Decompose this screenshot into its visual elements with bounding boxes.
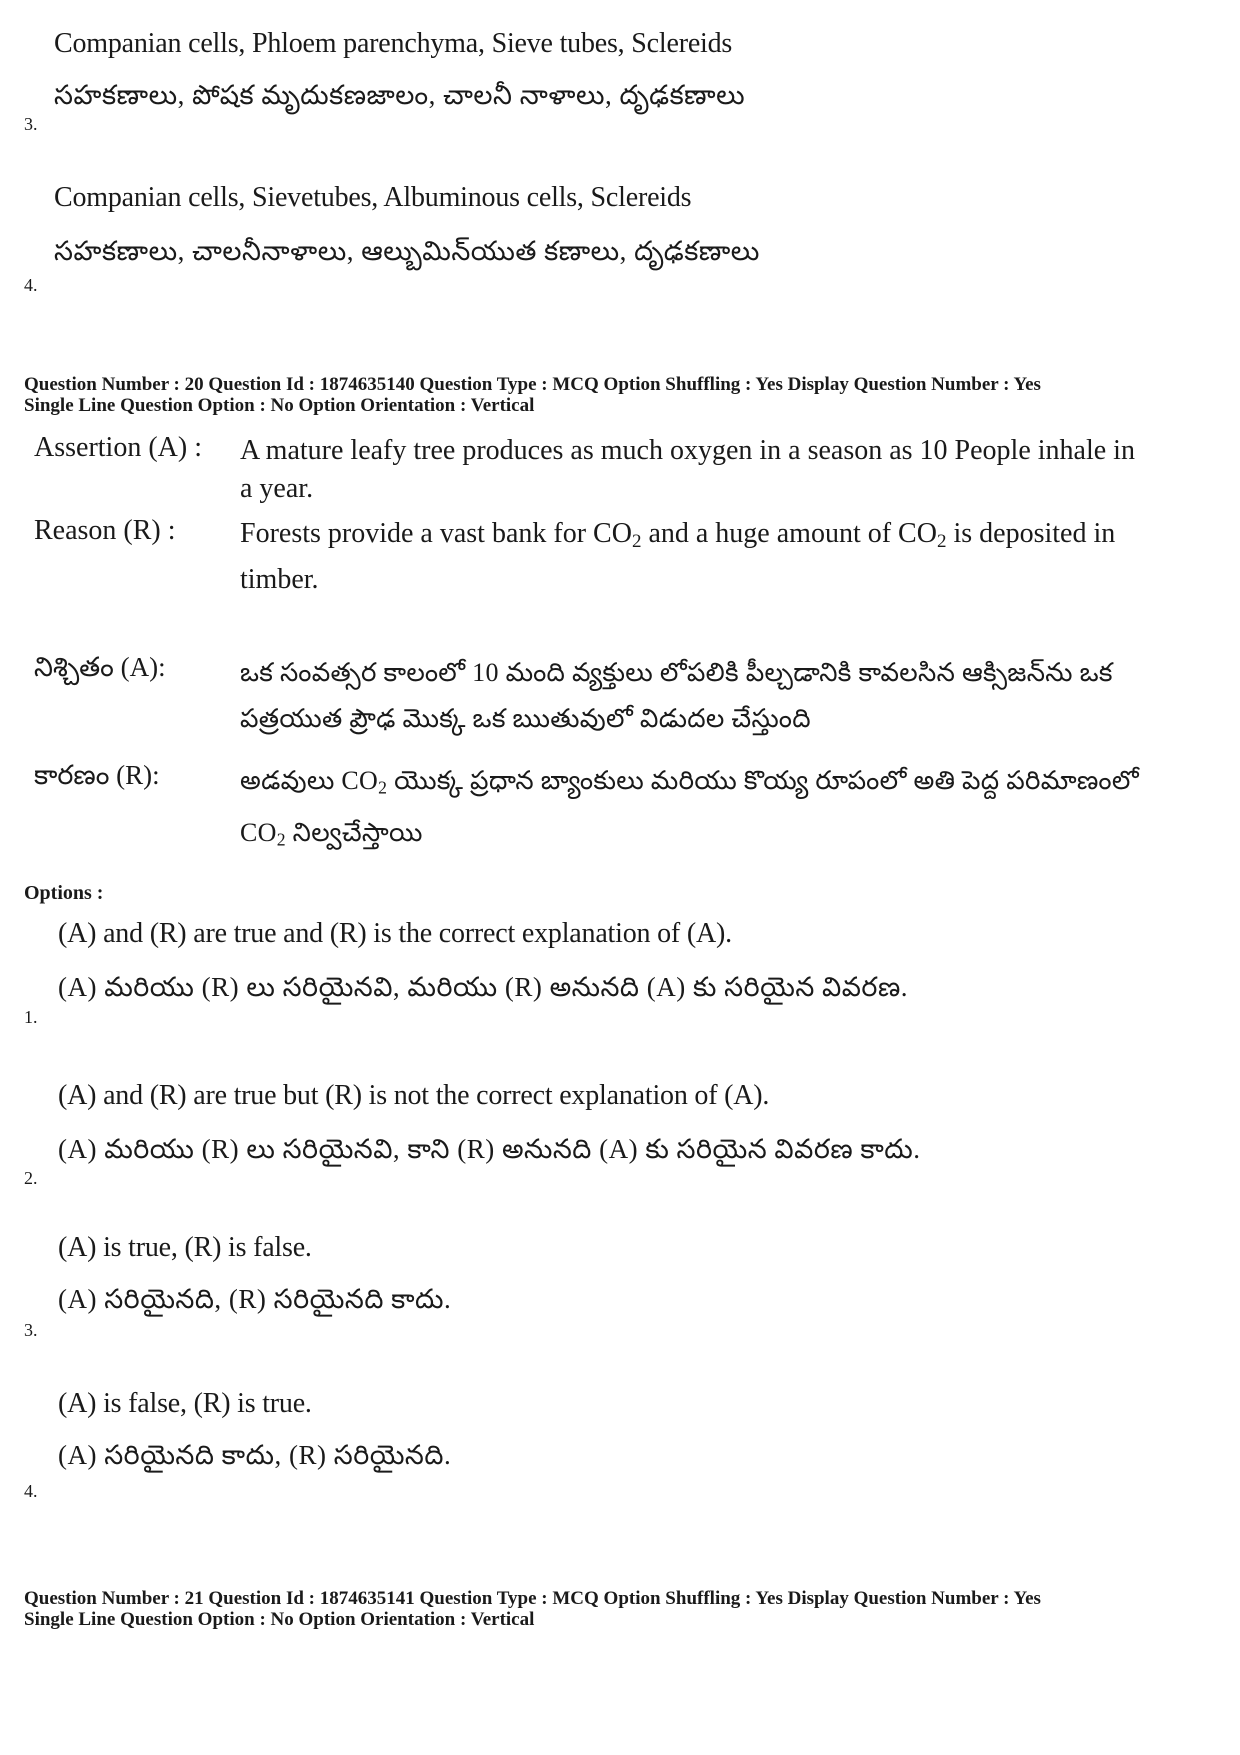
- option-4-english: (A) is false, (R) is true.: [58, 1388, 312, 1419]
- telugu-reason-text: అడవులు $CO_2$ యొక్క ప్రధాన బ్యాంకులు మరియు కొయ్య రూపంలో అతి పెద్ద పరిమాణంలో $CO_2$ నిల్వచేస్తాయి: [240, 766, 1139, 850]
- option-3-number: 3.: [24, 1320, 38, 1340]
- option-3-english: (A) is true, (R) is false.: [58, 1232, 312, 1263]
- question-20-meta-line2: Single Line Question Option : No Option Orientation : Vertical: [24, 395, 535, 416]
- question-21-meta-line2: Single Line Question Option : No Option Orientation : Vertical: [24, 1609, 535, 1630]
- prev-option-4-telugu: సహకణాలు, చాలనీనాళాలు, ఆల్బుమిన్‌యుత కణాలు, దృఢకణాలు: [54, 236, 760, 266]
- option-2-telugu: (A) మరియు (R) లు సరియైనవి, కాని (R) అనునది (A) కు సరియైన వివరణ కాదు.: [58, 1134, 921, 1164]
- prev-option-3-telugu: సహకణాలు, పోషక మృదుకణజాలం, చాలనీ నాళాలు, దృఢకణాలు: [54, 80, 746, 110]
- assertion-label: Assertion (A) :: [34, 432, 202, 463]
- option-1-english: (A) and (R) are true and (R) is the correct explanation of (A).: [58, 918, 732, 949]
- reason-label: Reason (R) :: [34, 515, 176, 546]
- prev-option-3-english: Companian cells, Phloem parenchyma, Sieve tubes, Sclereids: [54, 28, 733, 59]
- option-2-english: (A) and (R) are true but (R) is not the correct explanation of (A).: [58, 1080, 770, 1111]
- telugu-assertion-label: నిశ్చితం (A):: [34, 652, 166, 682]
- question-21-meta-line1: Question Number : 21 Question Id : 1874635141 Question Type : MCQ Option Shuffling : Yes Display Question Number : Yes: [24, 1588, 1041, 1609]
- option-4-number: 4.: [24, 1481, 38, 1501]
- prev-option-3-number: 3.: [24, 114, 38, 134]
- options-heading: Options :: [24, 882, 104, 904]
- option-1-number: 1.: [24, 1007, 38, 1027]
- question-20-meta-line1: Question Number : 20 Question Id : 1874635140 Question Type : MCQ Option Shuffling : Yes Display Question Number : Yes: [24, 374, 1041, 395]
- reason-text: Forests provide a vast bank for $CO_2$ and a huge amount of $CO_2$ is deposited in timber.: [240, 518, 1116, 595]
- prev-option-4-english: Companian cells, Sievetubes, Albuminous cells, Sclereids: [54, 182, 692, 213]
- telugu-assertion-text: ఒక సంవత్సర కాలంలో 10 మంది వ్యక్తులు లోపలికి పీల్చడానికి కావలసిన ఆక్సిజన్‌ను ఒక పత్రయుత ప్రౌఢ మొక్క ఒక ఋతువులో విడుదల చేస్తుంది: [240, 658, 1113, 733]
- telugu-reason-label: కారణం (R):: [34, 760, 160, 790]
- prev-option-4-number: 4.: [24, 275, 38, 295]
- option-1-telugu: (A) మరియు (R) లు సరియైనవి, మరియు (R) అనునది (A) కు సరియైన వివరణ.: [58, 972, 908, 1002]
- option-4-telugu: (A) సరియైనది కాదు, (R) సరియైనది.: [58, 1440, 452, 1470]
- option-2-number: 2.: [24, 1168, 38, 1188]
- option-3-telugu: (A) సరియైనది, (R) సరియైనది కాదు.: [58, 1284, 452, 1314]
- assertion-text: A mature leafy tree produces as much oxygen in a season as 10 People inhale in a year.: [240, 435, 1135, 504]
